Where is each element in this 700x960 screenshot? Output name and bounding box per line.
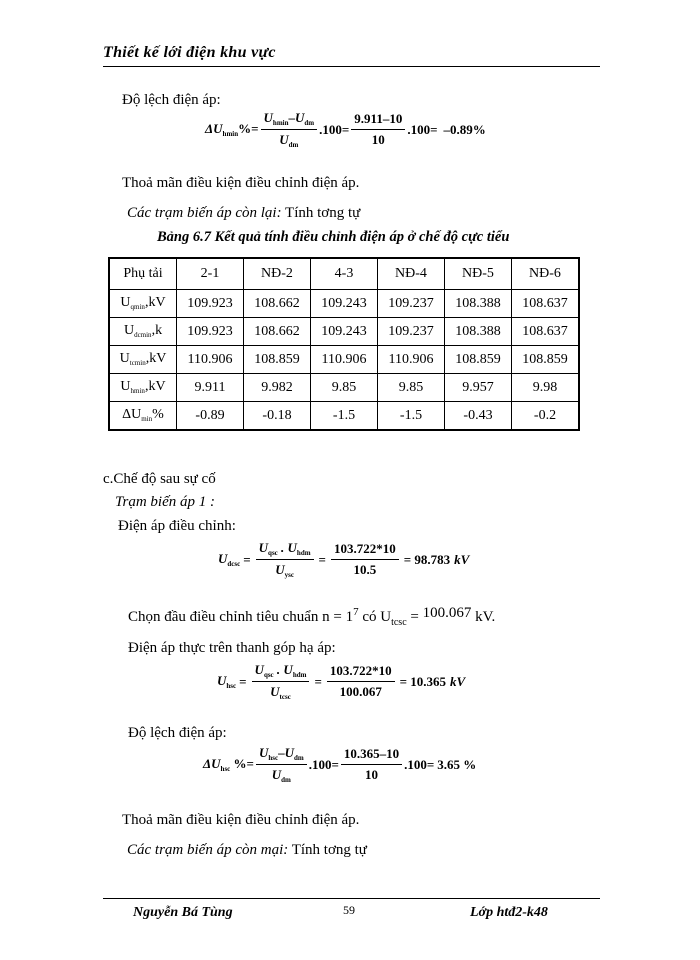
page-header-title: Thiết kế lới điện khu vực [103,44,276,61]
table-cell: 109.923 [177,318,244,346]
fraction-symbolic: $\frac{U_{hmin}-U_{dm}}{U_{dm}}$ [261,110,318,149]
table-cell: 9.85 [378,374,445,402]
row-label: $U_{hmin},kV$ [109,374,177,402]
table-cell: -1.5 [378,402,445,431]
actual-voltage-equation: $U_{hsc}$ = $\frac{U_{qsc} . U_{hdm}}{U_{tcsc}}$ = $\frac{103.722*10}{100.067}$ = 10.365 kV [217,662,466,701]
table-header-row [109,258,579,290]
table-cell: 110.906 [378,346,445,374]
table-cell: 109.923 [177,290,244,318]
row-label: $U_{tcmin},kV$ [109,346,177,374]
footer-rule [103,898,600,899]
table-cell: 108.637 [512,290,580,318]
table-header-cell: NĐ-2 [244,258,311,290]
table-cell: 109.243 [311,318,378,346]
table-row [109,290,579,318]
table-row [109,346,579,374]
table-cell: -0.2 [512,402,580,431]
other-stations-prev: Các trạm biến áp còn lại: Tính tơng tự [127,205,361,221]
satisfied-text-prev: Thoả mãn điều kiện điều chỉnh điện áp. [122,175,360,191]
adjust-voltage-label: Điện áp điều chỉnh: [118,518,236,534]
station-1-label: Trạm biến áp 1 : [115,494,216,510]
table-row [109,402,579,431]
page-number: 59 [343,903,355,917]
table-cell: 110.906 [311,346,378,374]
table-cell: -0.43 [445,402,512,431]
other-stations-c: Các trạm biến áp còn mại: Tính tơng tự [127,842,367,858]
row-label: $U_{qmin},kV$ [109,290,177,318]
actual-voltage-label: Điện áp thực trên thanh góp hạ áp: [128,640,336,656]
table-cell: 110.906 [177,346,244,374]
table-caption: Bảng 6.7 Kết quả tính điều chỉnh điện áp ở chế độ cực tiểu [157,229,510,245]
table-cell: 9.98 [512,374,580,402]
table-header-cell: 2-1 [177,258,244,290]
table-cell: 108.637 [512,318,580,346]
table-header-cell: Phụ tải [109,258,177,290]
table-cell: 108.859 [445,346,512,374]
table-header-cell: NĐ-5 [445,258,512,290]
table-cell: 9.911 [177,374,244,402]
table-row [109,374,579,402]
fraction-numeric: $\frac{9.911-10}{10}$ [351,111,405,148]
table-cell: 108.859 [512,346,580,374]
table-cell: -1.5 [311,402,378,431]
table-header-cell: NĐ-4 [378,258,445,290]
table-cell: 108.662 [244,318,311,346]
deviation-label-c: Độ lệch điện áp: [128,725,227,741]
satisfied-text-c: Thoả mãn điều kiện điều chỉnh điện áp. [122,812,360,828]
choose-tap-text: Chọn đầu điều chỉnh tiêu chuẩn $n = 1^7$ có $U_{tcsc} = 100.067$ kV. [128,605,496,628]
table-cell: 9.957 [445,374,512,402]
section-c-heading: c.Chế độ sau sự cố [103,471,216,487]
table-header-cell: NĐ-6 [512,258,580,290]
table-cell: 9.85 [311,374,378,402]
adjust-voltage-equation: $U_{dcsc}$ = $\frac{U_{qsc} . U_{hdm}}{U_{ysc}}$ = $\frac{103.722*10}{10.5}$ = 98.783 kV [218,540,470,579]
table-cell: -0.18 [244,402,311,431]
table-header-cell: 4-3 [311,258,378,290]
table-cell: 9.982 [244,374,311,402]
table-cell: 108.388 [445,290,512,318]
deviation-label-prev: Độ lệch điện áp: [122,92,221,108]
footer-author: Nguyễn Bá Tùng [133,905,233,920]
voltage-adjust-table [108,257,580,431]
table-cell: 108.388 [445,318,512,346]
table-cell: 109.237 [378,318,445,346]
table-row [109,318,579,346]
row-label: $\Delta U_{min}\%$ [109,402,177,431]
deviation-equation-c: $\Delta U_{hsc}$ %= $\frac{U_{hsc}-U_{dm}}{U_{dm}}$ .100= $\frac{10.365-10}{10}$ .100= 3.65 % [203,745,477,784]
row-label: $U_{dcmin},k$ [109,318,177,346]
table-cell: 109.243 [311,290,378,318]
table-cell: 108.859 [244,346,311,374]
table-cell: -0.89 [177,402,244,431]
table-cell: 109.237 [378,290,445,318]
deviation-equation-prev: $\Delta U_{hmin}\%=$ $\frac{U_{hmin}-U_{dm}}{U_{dm}}$ .100= $\frac{9.911-10}{10}$ .100= –0.89% [205,110,486,149]
header-rule [103,66,600,67]
table-cell: 108.662 [244,290,311,318]
footer-class: Lớp htđ2-k48 [470,905,548,920]
